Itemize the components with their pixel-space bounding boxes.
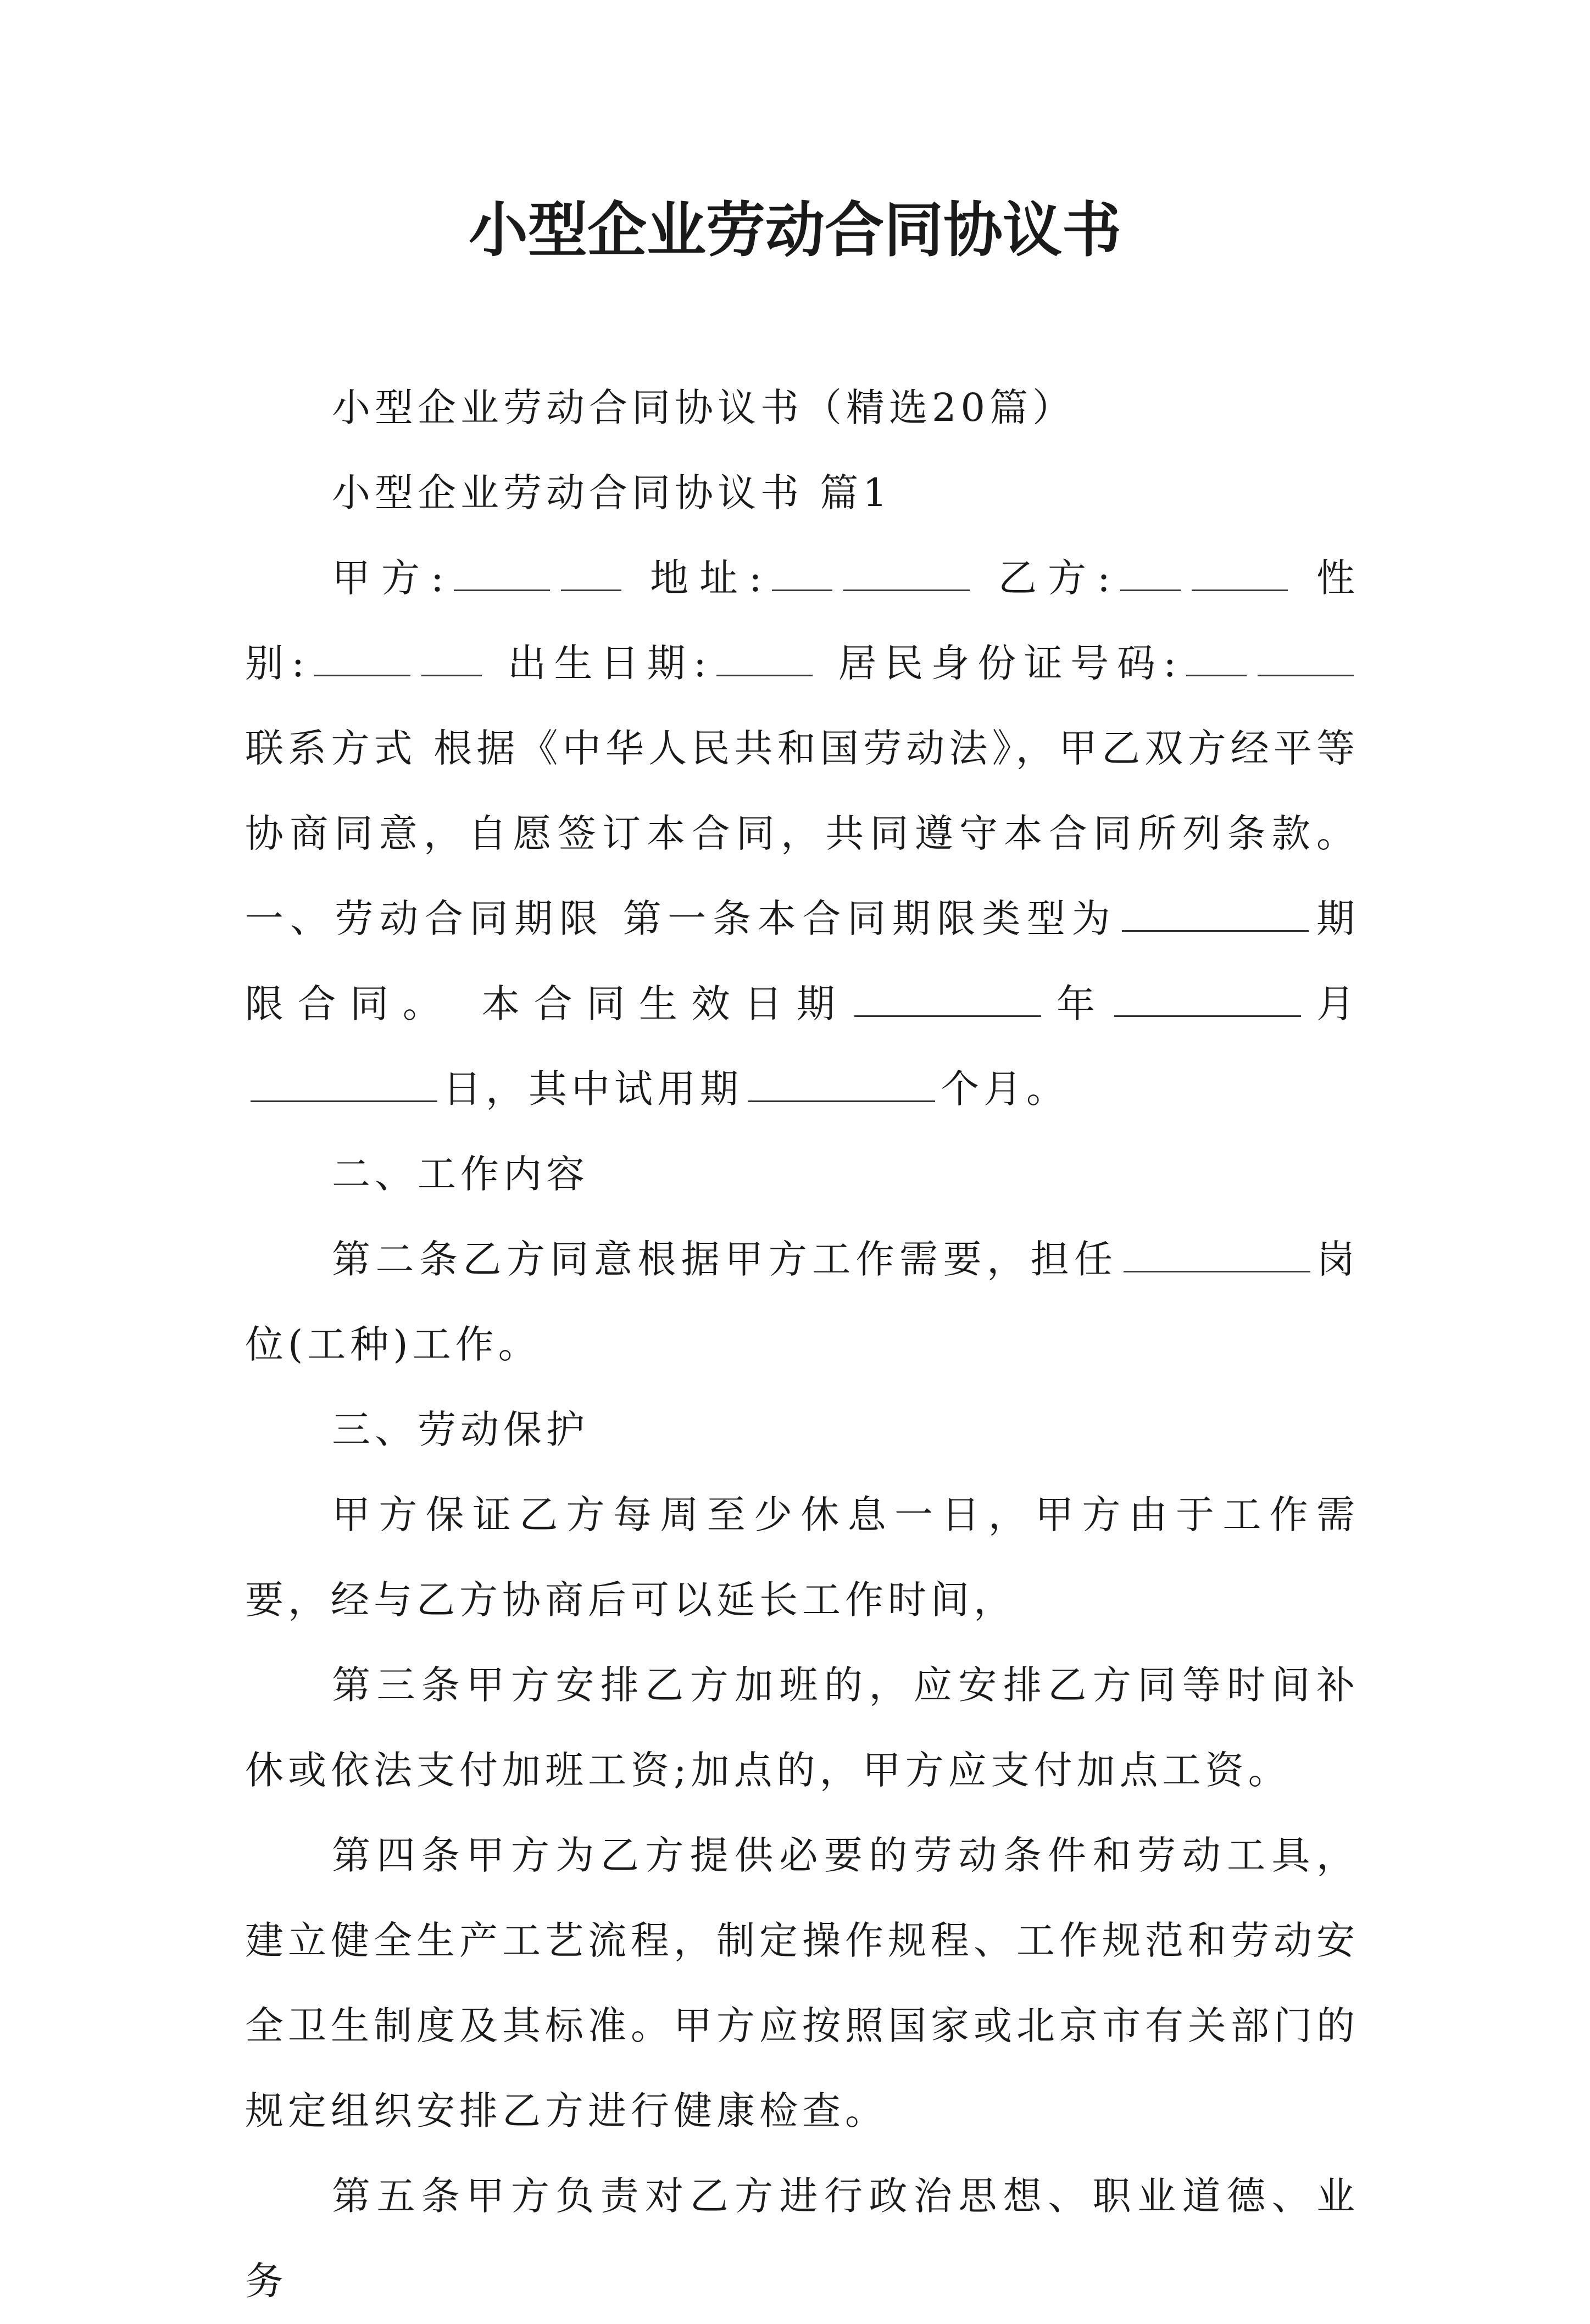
blank-line — [1120, 555, 1181, 591]
blank-line — [716, 641, 813, 676]
paragraph: 第三条甲方安排乙方加班的，应安排乙方同等时间补休或依法支付加班工资;加点的，甲方应支付加点工资。 — [245, 1663, 1359, 1793]
section-heading: 小型企业劳动合同协议书 篇1 — [332, 470, 892, 515]
year-label: 年 — [1047, 981, 1109, 1026]
day-probation-text: 日，其中试用期 — [443, 1066, 743, 1111]
month-label: 月 — [1307, 981, 1360, 1026]
paragraph — [245, 1217, 1359, 1387]
party-b-label: 乙方: — [998, 555, 1115, 601]
blank-line — [1192, 555, 1288, 591]
gender-label: 性别: — [245, 555, 1359, 686]
paragraph: 甲方保证乙方每周至少休息一日，甲方由于工作需要，经与乙方协商后可以延长工作时间， — [245, 1492, 1359, 1622]
paragraph-text: 第二条乙方同意根据甲方工作需要，担任 — [332, 1237, 1118, 1282]
intro-text: 根据《中华人民共和国劳动法》，甲乙双方经平等协商同意，自愿签订本合同，共同遵守本合同所列条款。一、劳动合同期限 第一条本合同期限类型为 — [245, 726, 1359, 941]
blank-line — [843, 555, 970, 591]
paragraph: 第四条甲方为乙方提供必要的劳动条件和劳动工具，建立健全生产工艺流程，制定操作规程、工作规范和劳动安全卫生制度及其标准。甲方应按照国家或北京市有关部门的规定组织安排乙方进行健康检查。 — [245, 1833, 1359, 2133]
document-title: 小型企业劳动合同协议书 — [468, 196, 1121, 265]
address-label: 地址: — [650, 555, 766, 601]
paragraph: 第五条甲方负责对乙方进行政治思想、职业道德、业务 — [245, 2173, 1359, 2304]
subtitle: 小型企业劳动合同协议书（精选20篇） — [332, 385, 1076, 430]
blank-line — [1122, 896, 1309, 932]
contact-label: 联系方式 — [245, 726, 417, 771]
party-a-label: 甲方: — [332, 555, 448, 601]
paragraph-text: 岗位(工种)工作。 — [245, 1237, 1360, 1367]
birth-date-label: 出生日期: — [507, 641, 711, 686]
blank-line — [854, 981, 1041, 1017]
paragraph: 三、劳动保护 — [332, 1407, 589, 1452]
blank-line — [314, 641, 410, 676]
months-text: 个月。 — [941, 1066, 1069, 1111]
term-end-text: 期限合同。 本合同生效日期 — [245, 896, 1360, 1026]
blank-line — [1124, 1237, 1310, 1272]
document-body — [245, 365, 1359, 2324]
blank-line — [421, 641, 482, 676]
blank-line — [1186, 641, 1247, 676]
blank-line — [454, 555, 550, 591]
paragraph: 二、工作内容 — [332, 1152, 589, 1197]
id-number-label: 居民身份证号码: — [838, 641, 1181, 686]
contract-fields-paragraph — [245, 536, 1359, 1132]
blank-line — [748, 1066, 935, 1102]
blank-line — [561, 555, 621, 591]
blank-line — [772, 555, 832, 591]
blank-line — [251, 1066, 437, 1102]
blank-line — [1258, 641, 1354, 676]
blank-line — [1114, 981, 1301, 1017]
